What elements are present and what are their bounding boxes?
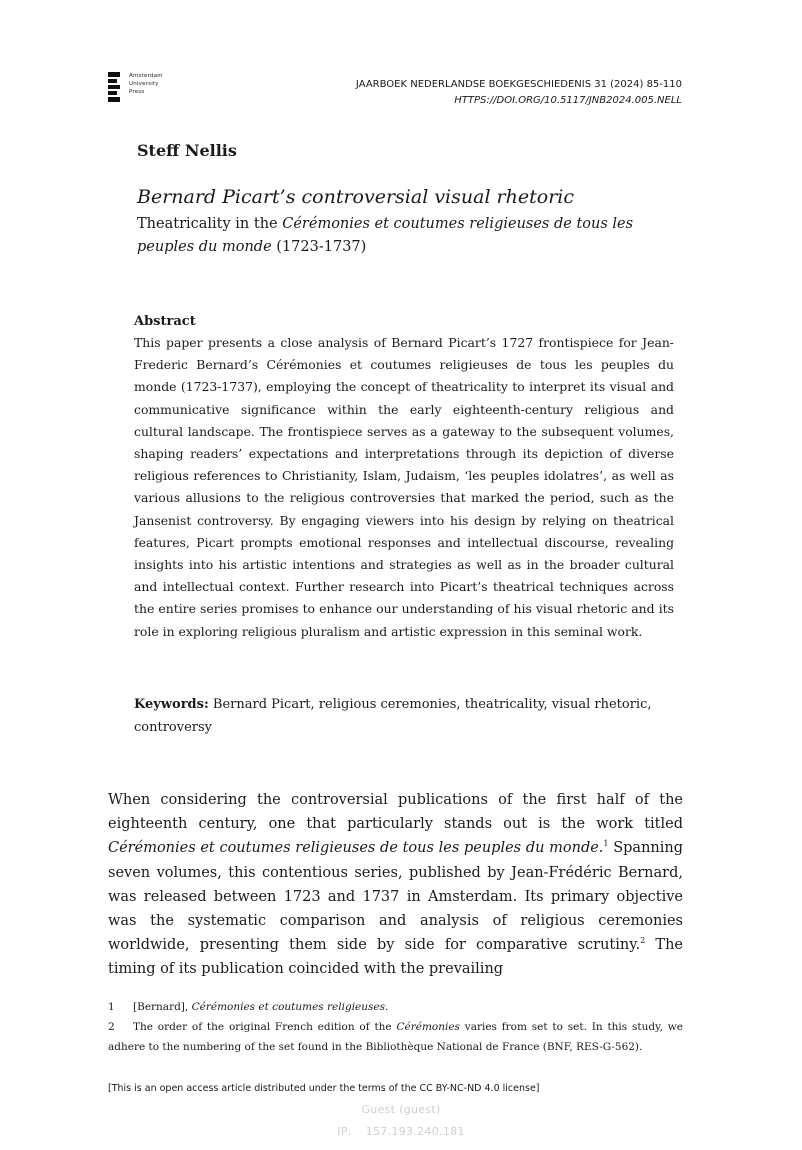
footnote-item — [108, 997, 683, 1017]
subtitle-suffix: (1723-1737) — [271, 239, 367, 255]
author-name: Steff Nellis — [137, 141, 237, 160]
body-paragraph — [108, 788, 683, 982]
body-text-run: The timing of its publication coincided with the prevailing — [108, 937, 683, 978]
footnotes — [108, 997, 683, 1057]
watermark-ip-value: 157.193.240.181 — [365, 1125, 465, 1138]
footnote-ref-2[interactable]: 2 — [640, 936, 646, 946]
keywords-text: Bernard Picart, religious ceremonies, theatricality, visual rhetoric, controversy — [134, 697, 652, 735]
body-italic-title: Cérémonies et coutumes religieuses de tous les peuples du monde. — [108, 840, 604, 857]
footnote-text: The order of the original French edition of the — [133, 1021, 397, 1033]
footnote-italic: Cérémonies et coutumes religieuses — [191, 1001, 386, 1013]
running-header — [356, 77, 682, 109]
journal-citation: JAARBOEK NEDERLANDSE BOEKGESCHIEDENIS 31 (2024) 85-110 — [355, 79, 682, 90]
article-subtitle — [137, 213, 677, 259]
abstract-section — [134, 312, 674, 643]
footnote-text: varies from set to set. In this study, we adhere to the numbering of the set found in the Bibliothèque National de France (BNF, RES-G-562). — [108, 1021, 683, 1053]
article-title: Bernard Picart’s controversial visual rhetoric — [137, 186, 574, 208]
logo-mark — [108, 72, 120, 102]
footnote-number: 1 — [108, 1001, 115, 1013]
footnote-ref-1[interactable]: 1 — [603, 839, 609, 849]
logo-text — [129, 72, 163, 102]
watermark-ip-label: IP: — [337, 1125, 352, 1138]
body-text-run: Spanning seven volumes, this contentious series, published by Jean-Frédéric Bernard, was released between 1723 and 1737 in Amsterdam. Its primary objective was the systematic comparison and analysis of religious ceremonies worldwide, presenting them side by side for comparative scrutiny. — [108, 840, 684, 954]
subtitle-italic: Cérémonies et coutumes religieuses de tous les peuples du monde — [137, 216, 634, 255]
abstract-heading: Abstract — [134, 314, 196, 329]
watermark-user: Guest (guest) — [361, 1103, 441, 1116]
body-text — [108, 788, 683, 982]
license-notice: [This is an open access article distributed under the terms of the CC BY-NC-ND 4.0 license] — [108, 1083, 540, 1094]
keywords-label: Keywords: — [134, 697, 209, 712]
logo-line: Amsterdam — [129, 73, 163, 79]
footnote-text: . — [385, 1001, 389, 1013]
abstract-text: This paper presents a close analysis of Bernard Picart’s 1727 frontispiece for Jean-Frederic Bernard’s Cérémonies et coutumes religieuses de tous les peuples du monde (1723-1737), employing the concept of theatricality to interpret its visual and communicative significance within the early eighteenth-century religious and cultural landscape. The frontispiece serves as a gateway to the subsequent volumes, shaping readers’ expectations and interpretations through its depiction of diverse religious references to Christianity, Islam, Judaism, ‘les peuples idolatres’, as well as various allusions to the religious controversies that marked the period, such as the Jansenist controversy. By engaging viewers into his design by relying on theatrical features, Picart prompts emotional responses and intellectual discourse, revealing insights into his artistic intentions and strategies as well as in the broader cultural and intellectual context. Further research into Picart’s theatrical techniques across the entire series promises to enhance our understanding of his visual rhetoric and its role in exploring religious pluralism and artistic expression in this seminal work. — [134, 335, 674, 639]
watermark-ip — [0, 1125, 802, 1138]
footnote-italic: Cérémonies — [396, 1021, 460, 1033]
body-text-run: When considering the controversial publications of the first half of the eighteenth century, one that particularly stands out is the work titled — [108, 792, 683, 833]
publisher-logo — [108, 72, 163, 102]
footnote-number: 2 — [108, 1021, 115, 1033]
logo-line: Press — [129, 89, 145, 95]
keywords-section — [134, 693, 674, 739]
logo-line: University — [129, 81, 159, 87]
footnote-text: [Bernard], — [133, 1001, 192, 1013]
footnote-item — [108, 1017, 683, 1057]
subtitle-prefix: Theatricality in the — [137, 216, 283, 232]
doi-link[interactable]: HTTPS://DOI.ORG/10.5117/JNB2024.005.NELL — [454, 95, 682, 106]
